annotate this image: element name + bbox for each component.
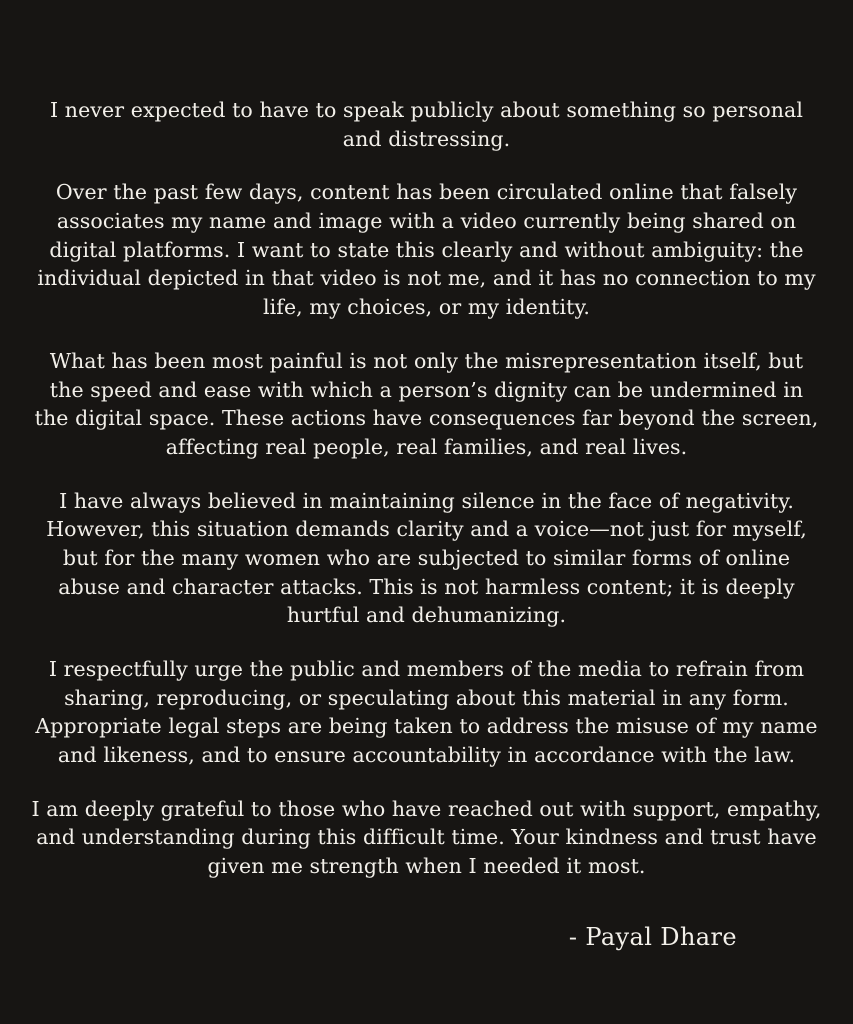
statement-paragraph: I respectfully urge the public and members of the media to refrain from sharing, reproducing, or speculating about this material in any form. Appropriate legal steps are being taken to address the misuse of my name and likeness, and to ensure accountability in accordance with the law.: [35, 657, 818, 768]
signature-name: - Payal Dhare: [568, 922, 737, 951]
statement-paragraph: I never expected to have to speak publicly about something so personal and distressing.: [49, 98, 804, 151]
statement-paragraph: What has been most painful is not only the misrepresentation itself, but the speed and ease with which a person’s dignity can be undermined in the digital space. These actions have consequences far beyond the screen, affecting real people, real families, and real lives.: [34, 348, 819, 459]
statement-paragraph: I have always believed in maintaining silence in the face of negativity. However, this situation demands clarity and a voice—not just for myself, but for the many women who are subjected to similar forms of online abuse and character attacks. This is not harmless content; it is deeply hurtful and dehumanizing.: [46, 488, 807, 628]
statement-paragraph: Over the past few days, content has been circulated online that falsely associates my name and image with a video currently being shared on digital platforms. I want to state this clearly and without ambiguity: the individual depicted in that video is not me, and it has no connection to my life, my choices, or my identity.: [37, 180, 816, 320]
statement-body: [28, 96, 825, 881]
signature-block: [28, 923, 825, 951]
statement-paragraph: I am deeply grateful to those who have reached out with support, empathy, and understanding during this difficult time. Your kindness and trust have given me strength when I needed it most.: [31, 796, 822, 879]
